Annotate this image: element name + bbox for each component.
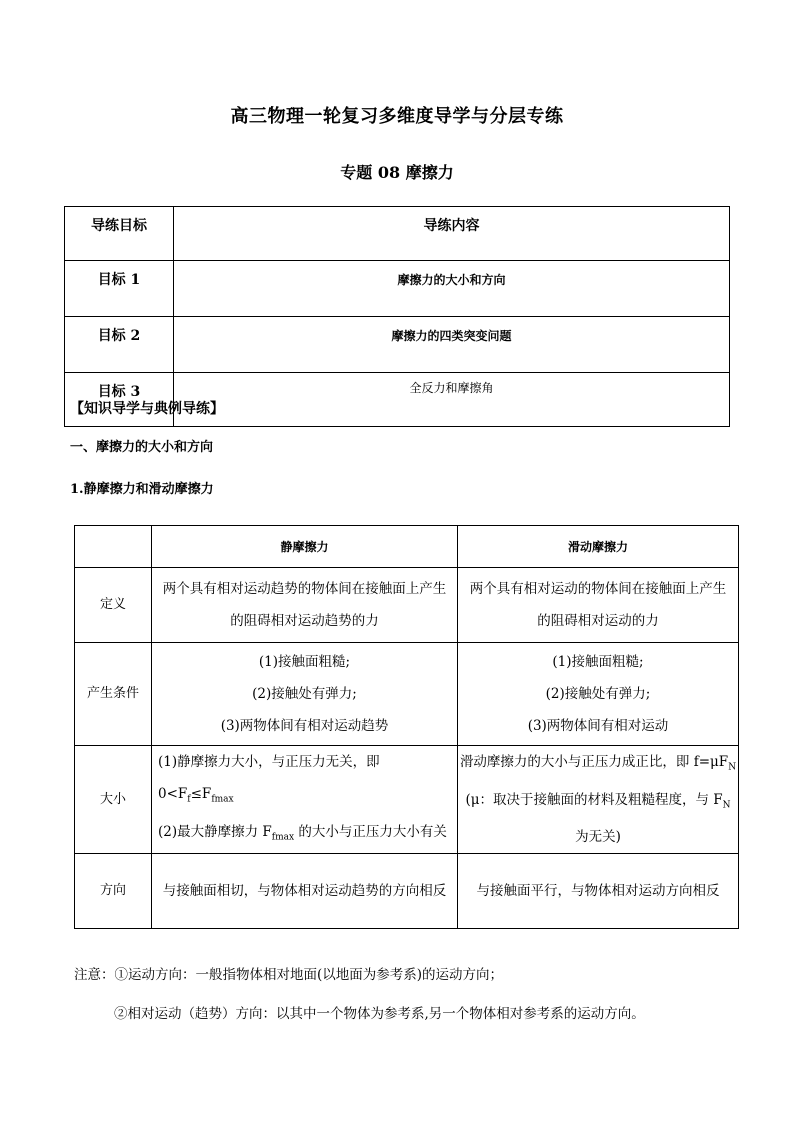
static-definition	[152, 568, 458, 643]
row-label-direction: 方向	[75, 854, 152, 929]
sliding-conditions	[458, 643, 739, 746]
sliding-definition	[458, 568, 739, 643]
table-row	[75, 854, 739, 929]
text-segment: 滑动摩擦力的大小与正压力成正比，即 f=μF	[459, 754, 729, 770]
subscript: N	[728, 762, 737, 773]
col-sliding-header: 滑动摩擦力	[458, 526, 739, 568]
text-line: (2)接触处有弹力;	[545, 686, 651, 702]
static-magnitude	[152, 746, 458, 854]
text-segment: (1)静摩擦力大小，与正压力无关，即 0<F	[158, 754, 380, 802]
text-line: (3)两物体间有相对运动	[527, 718, 669, 734]
goal-label: 目标 3	[65, 373, 174, 427]
empty-cell	[75, 526, 152, 568]
sliding-magnitude	[458, 746, 739, 854]
row-label-definition: 定义	[75, 568, 152, 643]
text-segment: 的大小与正压力大小有关	[294, 823, 447, 840]
sliding-direction: 与接触面平行，与物体相对运动方向相反	[458, 854, 739, 929]
table-row	[75, 568, 739, 643]
static-conditions	[152, 643, 458, 746]
text-line: 两个具有相对运动的物体间在接触面上产生	[469, 581, 727, 597]
table-row	[75, 746, 739, 854]
goal-content: 摩擦力的大小和方向	[174, 261, 730, 317]
text-line: (2)接触处有弹力;	[252, 686, 357, 702]
text-line: 的阻碍相对运动趋势的力	[230, 613, 379, 629]
subscript: fmax	[271, 832, 295, 843]
subsection-heading: 1.静摩擦力和滑动摩擦力	[70, 482, 214, 497]
goal-content: 全反力和摩擦角	[174, 373, 730, 427]
text-line	[458, 746, 738, 784]
text-line	[158, 816, 457, 854]
table-row	[65, 207, 730, 261]
row-label-conditions: 产生条件	[75, 643, 152, 746]
subscript: f	[187, 794, 191, 805]
row-label-magnitude: 大小	[75, 746, 152, 854]
text-line	[458, 784, 738, 822]
text-line	[158, 746, 457, 816]
text-line: (3)两物体间有相对运动趋势	[220, 718, 389, 734]
text-segment: ≤F	[190, 786, 212, 802]
section-knowledge: 【知识导学与典例导练】	[70, 401, 224, 417]
goals-header-content: 导练内容	[174, 207, 730, 261]
text-line: 两个具有相对运动趋势的物体间在接触面上产生	[162, 581, 447, 597]
text-line: 为无关)	[575, 829, 621, 846]
text-line: 的阻碍相对运动的力	[537, 613, 659, 629]
text-segment: (μ：取决于接触面的材料及粗糙程度，与 F	[465, 791, 723, 808]
text-segment: (2)最大静摩擦力 F	[158, 823, 272, 840]
table-row	[75, 643, 739, 746]
subscript: fmax	[211, 794, 234, 805]
note-line-1: 注意：①运动方向：一般指物体相对地面(以地面为参考系)的运动方向；	[74, 967, 504, 983]
section-heading: 一、摩擦力的大小和方向	[70, 440, 214, 455]
table-row	[65, 317, 730, 373]
col-static-header: 静摩擦力	[152, 526, 458, 568]
text-line: (1)接触面粗糙;	[552, 654, 644, 670]
document-title: 高三物理一轮复习多维度导学与分层专练	[230, 106, 564, 127]
goals-table	[64, 206, 730, 427]
static-direction: 与接触面相切，与物体相对运动趋势的方向相反	[152, 854, 458, 929]
goals-header-label: 导练目标	[65, 207, 174, 261]
table-row	[75, 526, 739, 568]
subscript: N	[722, 800, 731, 811]
note-line-2: ②相对运动（趋势）方向：以其中一个物体为参考系,另一个物体相对参考系的运动方向。	[114, 1006, 645, 1022]
table-row	[65, 261, 730, 317]
text-line: (1)接触面粗糙;	[258, 654, 351, 670]
document-subtitle: 专题 08 摩擦力	[340, 163, 454, 182]
goal-content: 摩擦力的四类突变问题	[174, 317, 730, 373]
friction-table	[74, 525, 739, 929]
goal-label: 目标 1	[65, 261, 174, 317]
goal-label: 目标 2	[65, 317, 174, 373]
